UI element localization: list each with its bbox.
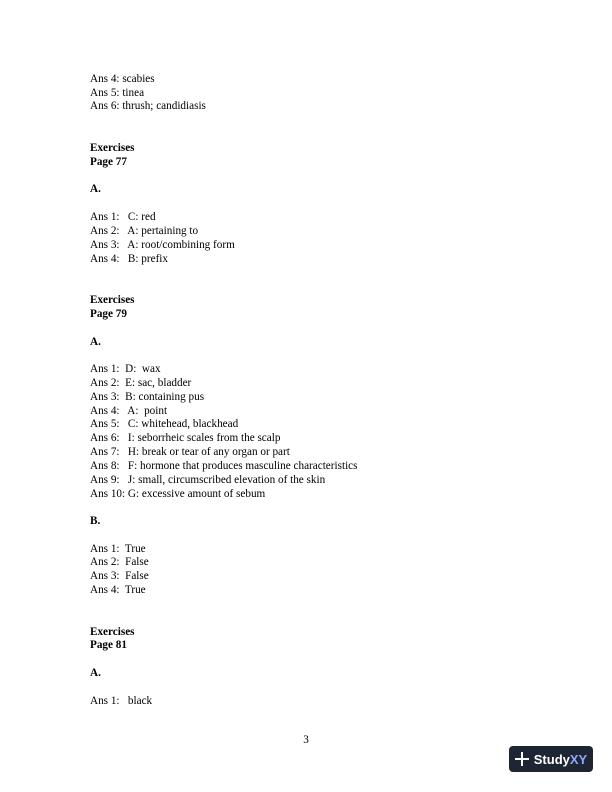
answer-line: Ans 4: scabies — [90, 73, 155, 85]
answer-line: Ans 3: A: root/combining form — [90, 239, 235, 251]
answer-line: Ans 3: B: containing pus — [90, 391, 205, 403]
part-label: A. — [90, 667, 101, 679]
answer-line: Ans 4: True — [90, 584, 146, 596]
badge-brand-accent: XY — [569, 751, 588, 767]
answer-line: Ans 1: True — [90, 543, 146, 555]
part-label: A. — [90, 336, 101, 348]
answer-line: Ans 2: E: sac, bladder — [90, 377, 192, 389]
section-page-label: Page 81 — [90, 639, 127, 651]
badge-brand-text — [534, 752, 587, 767]
section-heading: Exercises — [90, 294, 135, 306]
answer-line: Ans 6: thrush; candidiasis — [90, 100, 206, 112]
badge-brand-main: Study — [533, 751, 570, 767]
answer-line: Ans 10: G: excessive amount of sebum — [90, 488, 266, 500]
answer-line: Ans 7: H: break or tear of any organ or part — [90, 446, 290, 458]
answer-line: Ans 4: A: point — [90, 405, 168, 417]
answer-line: Ans 3: False — [90, 570, 149, 582]
answer-line: Ans 9: J: small, circumscribed elevation of the skin — [90, 474, 326, 486]
part-label: A. — [90, 183, 101, 195]
section-heading: Exercises — [90, 626, 135, 638]
part-label: B. — [90, 515, 101, 527]
answer-line: Ans 2: False — [90, 556, 149, 568]
answer-line: Ans 6: I: seborrheic scales from the scalp — [90, 432, 281, 444]
answer-line: Ans 5: C: whitehead, blackhead — [90, 418, 239, 430]
answer-line: Ans 5: tinea — [90, 87, 145, 99]
answer-line: Ans 1: C: red — [90, 211, 156, 223]
plus-icon — [515, 752, 529, 766]
studyxy-badge[interactable] — [509, 746, 593, 772]
answer-line: Ans 1: black — [90, 695, 153, 707]
section-page-label: Page 77 — [90, 156, 127, 168]
answer-line: Ans 4: B: prefix — [90, 253, 168, 265]
section-page-label: Page 79 — [90, 308, 127, 320]
answer-line: Ans 8: F: hormone that produces masculine characteristics — [90, 460, 358, 472]
answer-line: Ans 1: D: wax — [90, 363, 161, 375]
section-heading: Exercises — [90, 142, 135, 154]
answer-line: Ans 2: A: pertaining to — [90, 225, 199, 237]
page-number: 3 — [303, 734, 309, 746]
